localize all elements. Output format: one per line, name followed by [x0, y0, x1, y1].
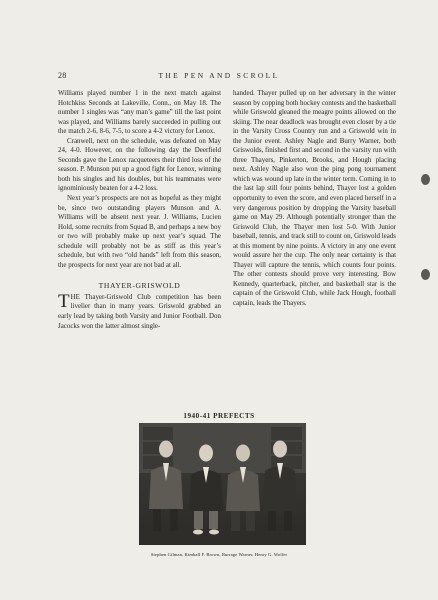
drop-cap: T [58, 290, 70, 312]
prefects-photo [139, 423, 306, 545]
left-column [58, 89, 221, 331]
running-title: THE PEN AND SCROLL [158, 71, 280, 80]
paragraph [58, 290, 221, 331]
paragraph: Next year’s prospects are not as hopeful as they might be, since two outstanding players Munson and A. Williams will be absent next year. J. Williams, Lucien Hold, some recruits from Squad B, and perhaps a new boy or two will probably make up next year’s squad. The schedule will probably not be as stiff as this year’s schedule, but with two “old hands” left from this season, the prospects for next year are not bad at all. [58, 194, 221, 269]
right-column [233, 89, 396, 309]
paragraph: Williams played number 1 in the next match against Hotchkiss Seconds at Lakeville, Conn., on May 18. The number 1 singles was “any man’s game” till the last point was played, and Williams barely succeeded in pulling out the match 2-6, 8-6, 7-5, to score a 4-2 victory for Lenox. [58, 89, 221, 136]
photo-image [139, 423, 306, 545]
photo-caption: Stephen Gilman, Kimball F. Brown, Burrage Warner, Henry G. Wolfer [150, 552, 288, 557]
photo-title: 1940-41 PREFECTS [183, 412, 255, 420]
section-heading: THAYER-GRISWOLD [98, 281, 181, 291]
binder-hole-icon [421, 174, 430, 185]
paragraph: Cranwell, next on the schedule, was defeated on May 24, 4-0. However, on the following day the Deerfield Seconds gave the Lenox racqueteers their third loss of the season. P. Munson put up a good fight for Lenox, winning both his singles and his doubles, but his teammates were ignominiously beaten for a 4-2 loss. [58, 136, 221, 193]
page-number: 28 [58, 71, 67, 80]
binder-hole-icon [421, 269, 430, 280]
paragraph: handed. Thayer pulled up on her adversary in the winter season by copping both hockey contests and the basketball while Griswold gleaned the meagre points allowed on the skiing. The near deadlock was brought even closer by a tie in the Varsity Cross Country run and a Griswold win in the Junior event. Ashley Nagle and Burry Warner, both Griswolds, finished first and second in the varsity run with three Thayers, Pinkerton, Brooks, and Hough placing next. Ashley Nagle also won the ping pong tournament which was wound up late in the winter term. Coming in to the last lap still four points behind, Thayer lost a golden opportunity to even the score, and even placed herself in a very dangerous position by dropping the Varsity baseball game on May 29. Although potentially stronger than the Griswold Club, the Thayer men lost 5-0. With Junior baseball, tennis, and track still to count on, Griswold leads at this moment by nine points. A victory in any one event would assure her the cup. The only near certainty is that Thayer will capture the tennis, which counts four points. The other contests should prove very interesting. Bow Kennedy, quarterback, pitcher, and basketball star is the captain of the Griswold Club, while Jack Hough, football captain, leads the Thayers. [233, 89, 397, 308]
paragraph-text: HE Thayer-Griswold Club competition has been livelier than in many years. Griswold grabbed an early lead by taking both Varsity and Junior Football. Don Jacocks won the latter almost single- [58, 292, 221, 330]
